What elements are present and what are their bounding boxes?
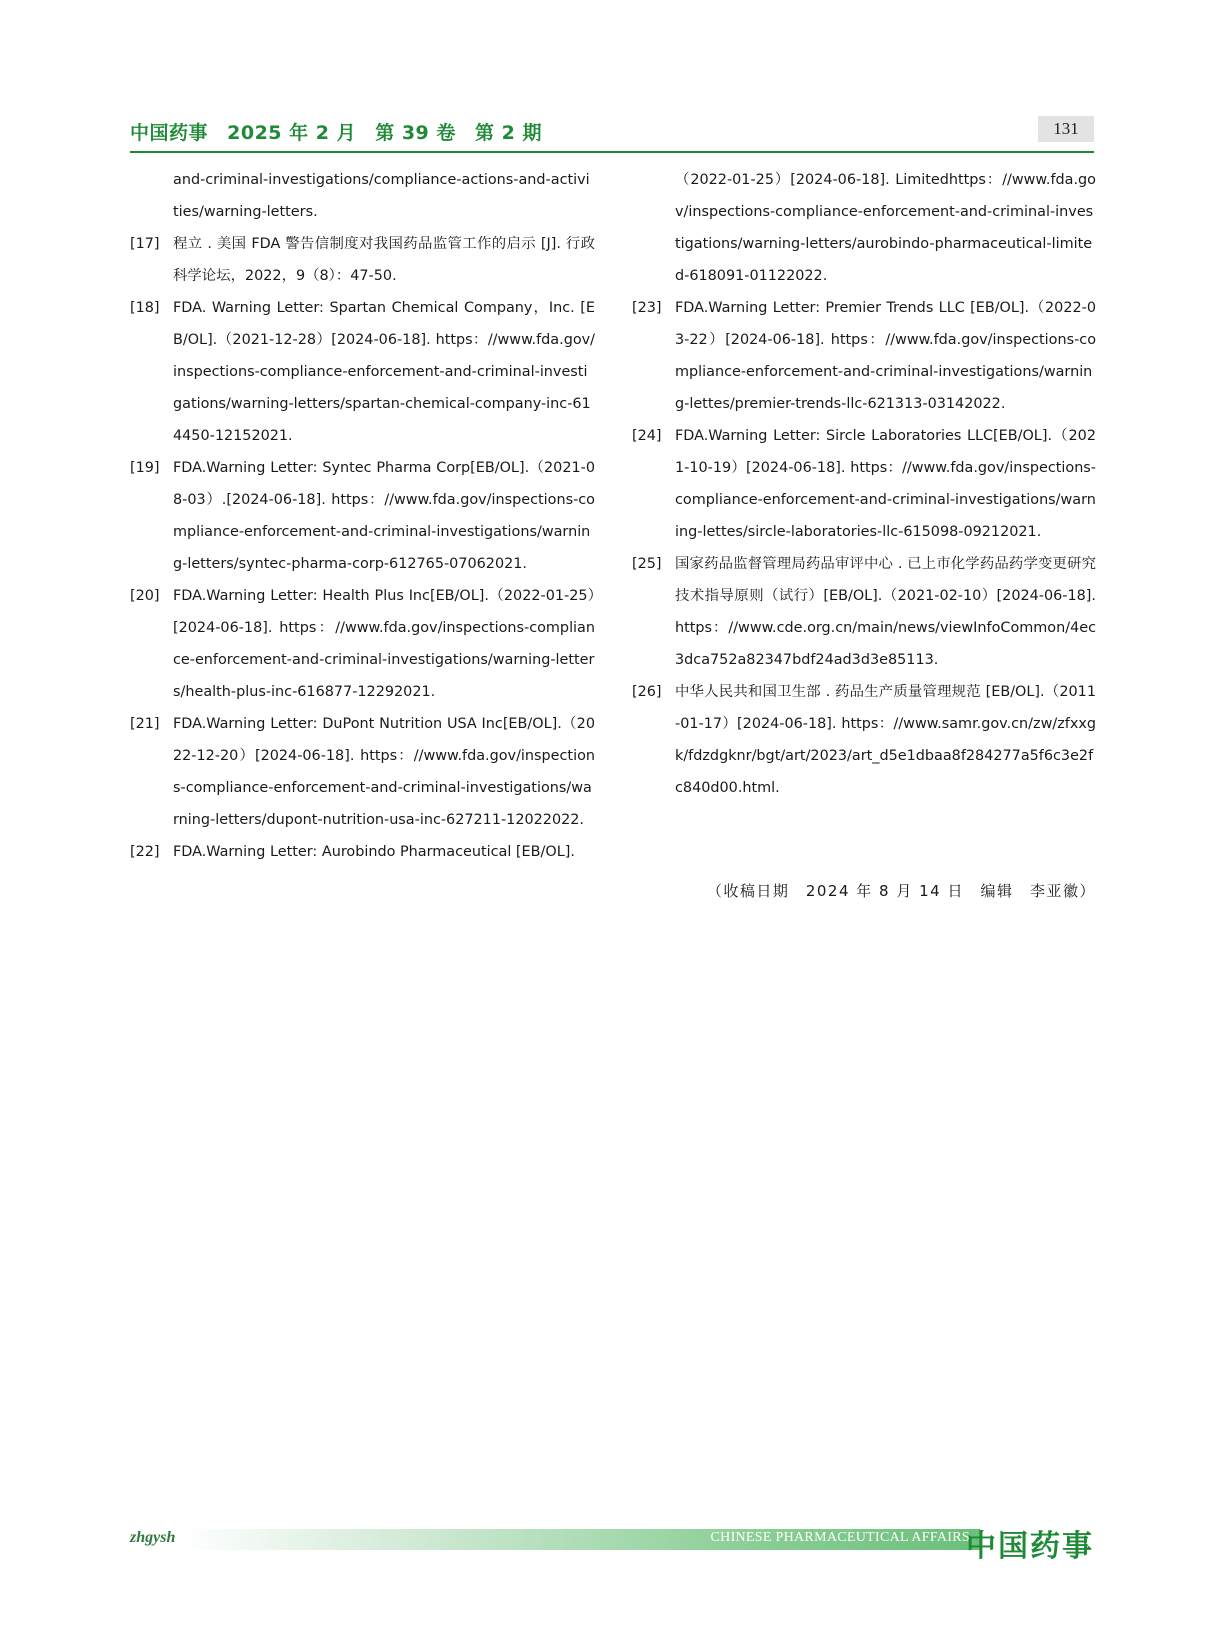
reference-text: and-criminal-investigations/compliance-actions-and-activities/warning-letters. xyxy=(173,172,590,220)
reference-number: [19] xyxy=(130,460,160,476)
reference-text: FDA.Warning Letter: Sircle Laboratories LLC[EB/OL].（2021-10-19）[2024-06-18]. https：//www.fda.gov/inspections-compliance-enforcement-and-criminal-investigations/warning-lettes/sircle-laboratories-llc-615098-09212021. xyxy=(675,428,1096,540)
reference-text: （2022-01-25）[2024-06-18]. Limitedhttps：//www.fda.gov/inspections-compliance-enforcement-and-criminal-investigations/warning-letters/aurobindo-pharmaceutical-limited-618091-01122022. xyxy=(675,172,1096,284)
journal-logo: 中国药事 xyxy=(966,1529,1094,1564)
reference-continuation xyxy=(632,164,1096,292)
issue-number: 第 2 期 xyxy=(475,122,542,144)
reference-entry xyxy=(632,676,1096,804)
page-footer xyxy=(130,1525,1094,1569)
running-header xyxy=(130,116,1094,150)
reference-column-right xyxy=(632,164,1096,804)
header-divider xyxy=(130,151,1094,153)
reference-entry xyxy=(632,292,1096,420)
reference-text: 中华人民共和国卫生部 . 药品生产质量管理规范 [EB/OL].（2011-01-17）[2024-06-18]. https：//www.samr.gov.cn/zw/zfxxgk/fdzdgknr/bgt/art/2023/art_d5e1dbaa8f284277a5f6c3e2fc840d00.html. xyxy=(675,684,1096,796)
reference-number: [21] xyxy=(130,716,160,732)
reference-number: [26] xyxy=(632,684,662,700)
reference-entry xyxy=(130,580,595,708)
reference-entry xyxy=(130,292,595,452)
reference-text: FDA. Warning Letter: Spartan Chemical Company，Inc. [EB/OL].（2021-12-28）[2024-06-18]. https：//www.fda.gov/inspections-compliance-enforcement-and-criminal-investigations/warning-letters/spartan-chemical-company-inc-614450-12152021. xyxy=(173,300,595,444)
reference-text: FDA.Warning Letter: Health Plus Inc[EB/OL].（2022-01-25）[2024-06-18]. https：//www.fda.gov/inspections-compliance-enforcement-and-criminal-investigations/warning-letters/health-plus-inc-616877-12292021. xyxy=(173,588,595,700)
reference-number: [18] xyxy=(130,300,160,316)
reference-text: FDA.Warning Letter: Premier Trends LLC [EB/OL].（2022-03-22）[2024-06-18]. https：//www.fda.gov/inspections-compliance-enforcement-and-criminal-investigations/warning-lettes/premier-trends-llc-621313-03142022. xyxy=(675,300,1096,412)
reference-entry xyxy=(130,708,595,836)
reference-entry xyxy=(130,836,595,868)
reference-entry xyxy=(632,420,1096,548)
received-date-note: （收稿日期 2024 年 8 月 14 日 编辑 李亚徽） xyxy=(706,882,1096,900)
reference-text: 程立 . 美国 FDA 警告信制度对我国药品监管工作的启示 [J]. 行政科学论坛，2022，9（8）：47-50. xyxy=(173,236,595,284)
footer-english-title: CHINESE PHARMACEUTICAL AFFAIRS xyxy=(710,1530,970,1545)
reference-entry xyxy=(130,452,595,580)
issue-volume: 第 39 卷 xyxy=(375,122,456,144)
reference-number: [23] xyxy=(632,300,662,316)
reference-column-left xyxy=(130,164,595,868)
reference-number: [22] xyxy=(130,844,160,860)
reference-number: [24] xyxy=(632,428,662,444)
reference-number: [17] xyxy=(130,236,160,252)
page-number: 131 xyxy=(1038,116,1094,142)
reference-text: FDA.Warning Letter: DuPont Nutrition USA Inc[EB/OL].（2022-12-20）[2024-06-18]. https：//www.fda.gov/inspections-compliance-enforcement-and-criminal-investigations/warning-letters/dupont-nutrition-usa-inc-627211-12022022. xyxy=(173,716,595,828)
reference-text: 国家药品监督管理局药品审评中心 . 已上市化学药品药学变更研究技术指导原则（试行）[EB/OL].（2021-02-10）[2024-06-18]. https：//www.cde.org.cn/main/news/viewInfoCommon/4ec3dca752a82347bdf24ad3d3e85113. xyxy=(675,556,1096,668)
reference-entry xyxy=(130,228,595,292)
reference-number: [25] xyxy=(632,556,662,572)
journal-header-title xyxy=(130,118,554,145)
journal-name: 中国药事 xyxy=(130,122,209,144)
reference-continuation xyxy=(130,164,595,228)
reference-text: FDA.Warning Letter: Syntec Pharma Corp[EB/OL].（2021-08-03）.[2024-06-18]. https：//www.fda.gov/inspections-compliance-enforcement-and-criminal-investigations/warning-letters/syntec-pharma-corp-612765-07062021. xyxy=(173,460,595,572)
reference-number: [20] xyxy=(130,588,160,604)
issue-year-month: 2025 年 2 月 xyxy=(227,122,357,144)
reference-text: FDA.Warning Letter: Aurobindo Pharmaceutical [EB/OL]. xyxy=(173,844,575,860)
footer-journal-abbrev: zhgysh xyxy=(130,1529,176,1546)
reference-entry xyxy=(632,548,1096,676)
